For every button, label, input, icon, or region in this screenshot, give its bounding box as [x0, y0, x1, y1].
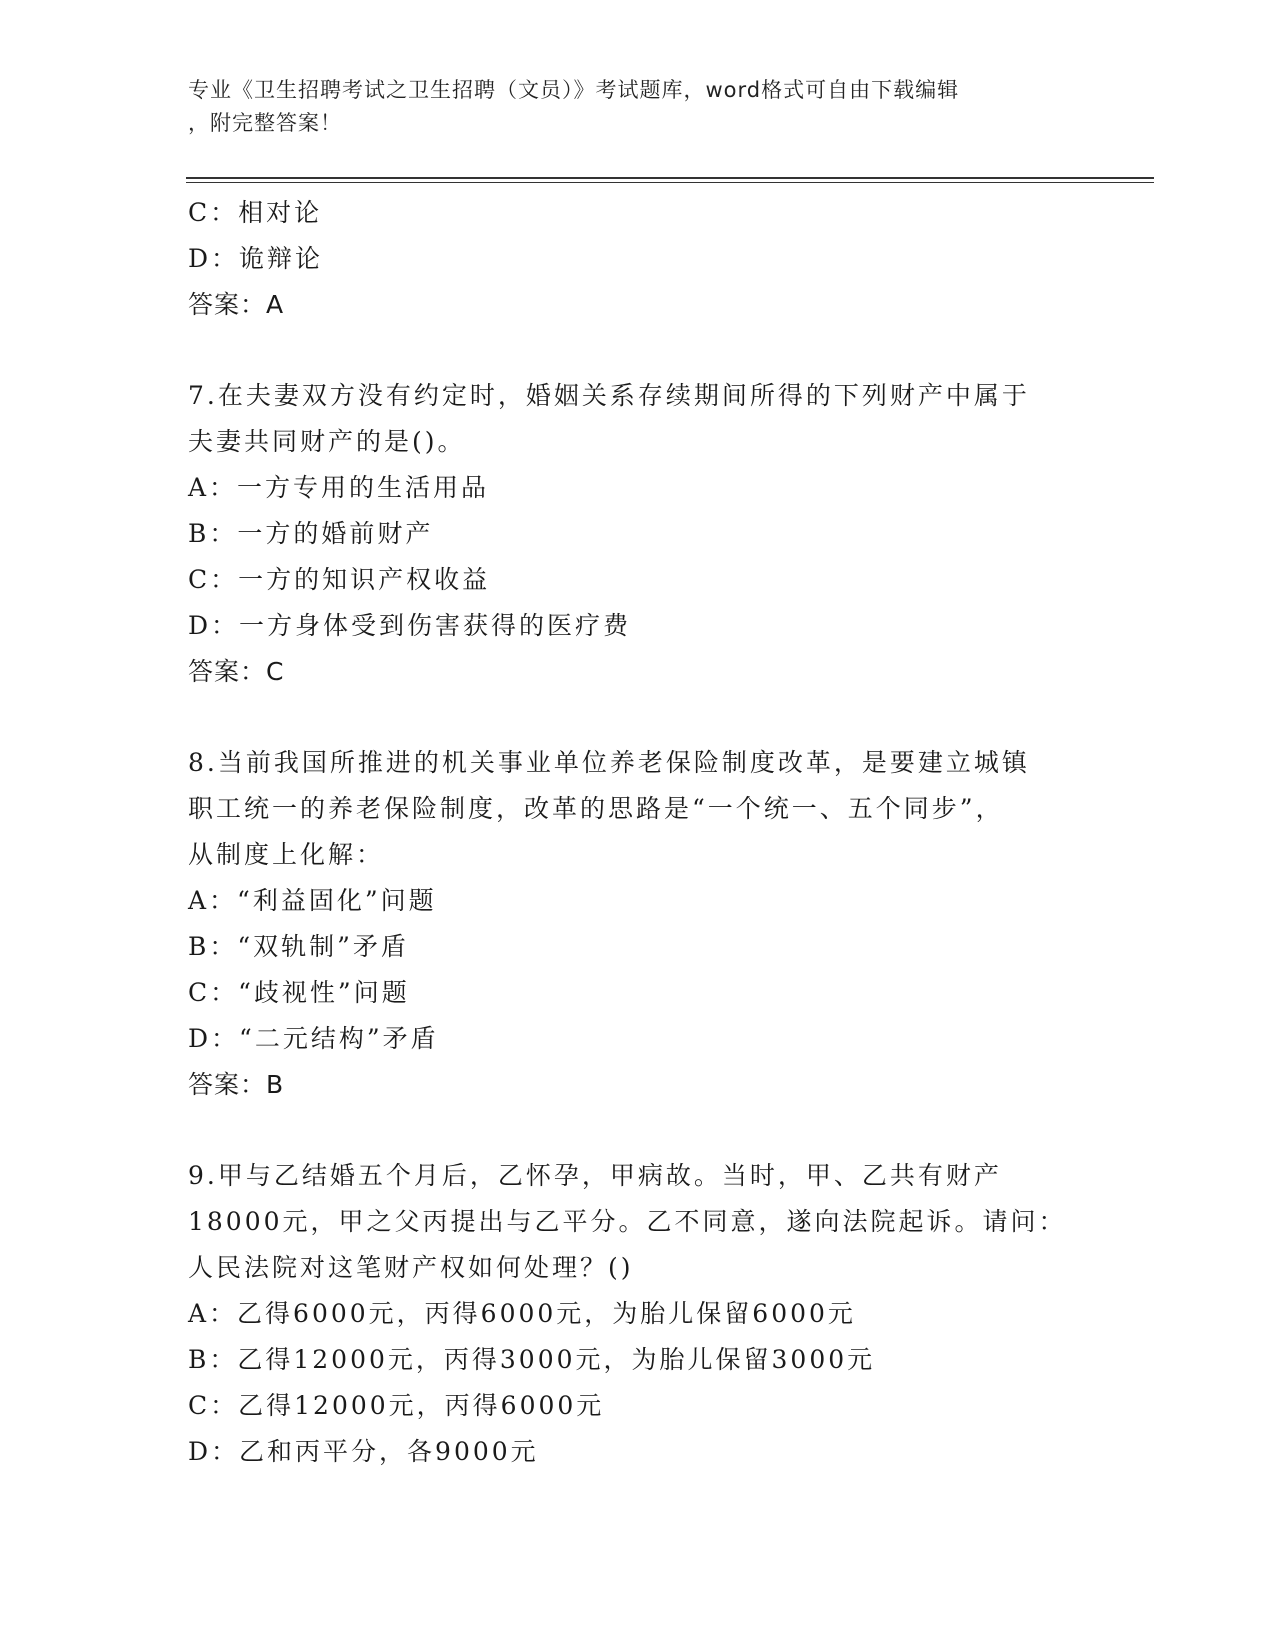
question-stem: 从制度上化解： [188, 840, 385, 869]
question-stem: 夫妻共同财产的是()。 [188, 427, 466, 456]
option-a: A：一方专用的生活用品 [188, 473, 490, 502]
question-stem: 7.在夫妻双方没有约定时，婚姻关系存续期间所得的下列财产中属于 [188, 381, 1030, 410]
question-9 [188, 1153, 1088, 1475]
spacer [188, 1108, 1088, 1153]
question-8 [188, 740, 1088, 1108]
question-stem: 8.当前我国所推进的机关事业单位养老保险制度改革，是要建立城镇 [188, 748, 1030, 777]
question-content [188, 190, 1088, 1475]
option-a: A：乙得6000元，丙得6000元，为胎儿保留6000元 [188, 1299, 856, 1328]
header-rule-thick [186, 177, 1154, 179]
option-b: B：一方的婚前财产 [188, 519, 434, 548]
question-stem: 18000元，甲之父丙提出与乙平分。乙不同意，遂向法院起诉。请问： [188, 1207, 1067, 1236]
question-6-tail [188, 190, 1088, 328]
option-d: D：“二元结构”矛盾 [188, 1024, 439, 1053]
option-c: C：一方的知识产权收益 [188, 565, 491, 594]
option-d: D：一方身体受到伤害获得的医疗费 [188, 611, 632, 640]
header-title-line: 专业《卫生招聘考试之卫生招聘（文员）》考试题库，word格式可自由下载编辑 [188, 78, 960, 102]
question-stem: 人民法院对这笔财产权如何处理？() [188, 1253, 634, 1282]
option-c: C：“歧视性”问题 [188, 978, 410, 1007]
option-d: D：乙和丙平分，各9000元 [188, 1437, 539, 1466]
header-title-line-continued: ，附完整答案！ [188, 111, 342, 135]
option-b: B：乙得12000元，丙得3000元，为胎儿保留3000元 [188, 1345, 876, 1374]
question-stem: 9.甲与乙结婚五个月后，乙怀孕，甲病故。当时，甲、乙共有财产 [188, 1161, 1002, 1190]
answer-line: 答案：B [188, 1070, 285, 1099]
option-b: B：“双轨制”矛盾 [188, 932, 409, 961]
page-header [188, 74, 1088, 140]
spacer [188, 328, 1088, 373]
option-d: D：诡辩论 [188, 244, 324, 273]
question-7 [188, 373, 1088, 695]
option-c: C：相对论 [188, 198, 323, 227]
question-stem: 职工统一的养老保险制度，改革的思路是“一个统一、五个同步”， [188, 794, 1004, 823]
answer-line: 答案：C [188, 657, 285, 686]
answer-line: 答案：A [188, 290, 285, 319]
option-c: C：乙得12000元，丙得6000元 [188, 1391, 605, 1420]
header-rule-thin [186, 182, 1154, 183]
option-a: A：“利益固化”问题 [188, 886, 437, 915]
spacer [188, 695, 1088, 740]
